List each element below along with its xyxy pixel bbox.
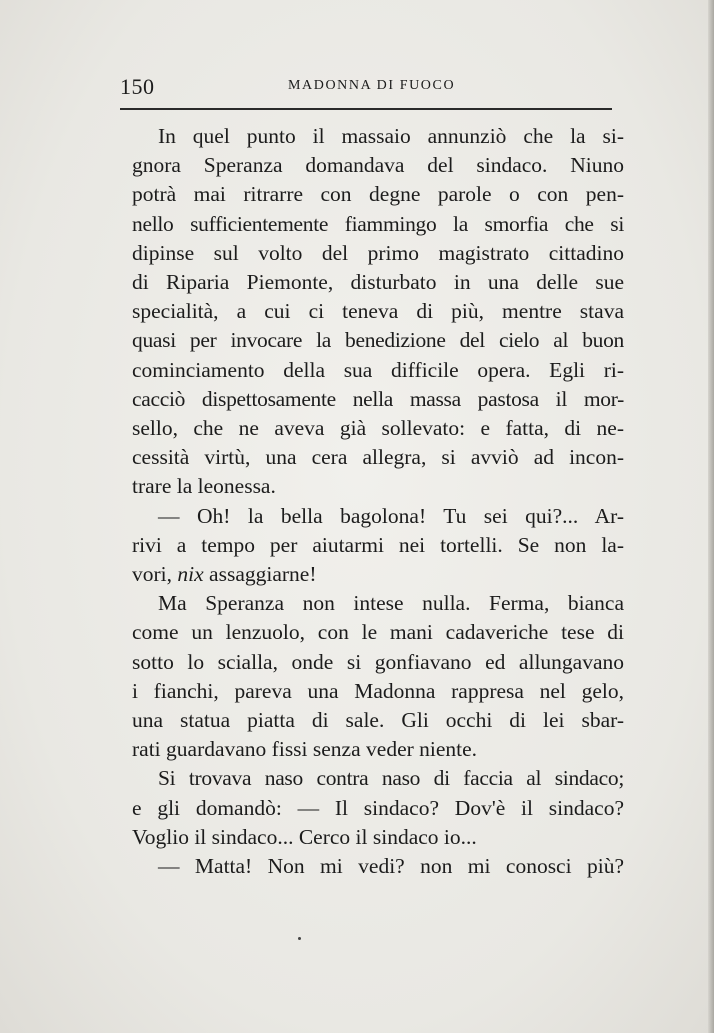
text-line: cessità virtù, una cera allegra, si avviò ad incon-	[132, 445, 624, 470]
text-line: sotto lo scialla, onde si gonfiavano ed allungavano	[132, 649, 624, 674]
text-line: Ma Speranza non intese nulla. Ferma, bianca	[158, 591, 624, 616]
text-line: nello sufficientemente fiammingo la smorfia che si	[132, 211, 624, 236]
body-text	[132, 122, 624, 881]
text-line: rati guardavano fissi senza veder niente.	[132, 737, 478, 762]
text-line: trare la leonessa.	[132, 474, 276, 499]
text-line: di Riparia Piemonte, disturbato in una delle sue	[132, 270, 624, 295]
text-line: — Oh! la bella bagolona! Tu sei qui?... Ar-	[158, 503, 624, 528]
text-line: rivi a tempo per aiutarmi nei tortelli. Se non la-	[132, 532, 624, 557]
text-line-with-italic	[132, 560, 624, 589]
text-line: e gli domandò: — Il sindaco? Dov'è il sindaco?	[132, 795, 624, 820]
text-line: cacciò dispettosamente nella massa pastosa il mor-	[132, 386, 624, 411]
text-line: sello, che ne aveva già sollevato: e fatta, di ne-	[132, 416, 624, 441]
text-line: dipinse sul volto del primo magistrato cittadino	[132, 240, 624, 265]
text-line: Voglio il sindaco... Cerco il sindaco io...	[132, 824, 477, 849]
text-line: potrà mai ritrarre con degne parole o con pen-	[132, 182, 624, 207]
text-line: come un lenzuolo, con le mani cadaveriche tese di	[132, 620, 624, 645]
text-fragment: assaggiarne!	[203, 562, 317, 587]
text-line: una statua piatta di sale. Gli occhi di lei sbar-	[132, 708, 624, 733]
text-line: cominciamento della sua difficile opera. Egli ri-	[132, 357, 624, 382]
page-edge-shadow	[708, 0, 714, 1033]
text-line: i fianchi, pareva una Madonna rappresa nel gelo,	[132, 678, 624, 703]
text-line: gnora Speranza domandava del sindaco. Niuno	[132, 153, 624, 178]
italic-word: nix	[177, 562, 204, 587]
ink-speck	[298, 937, 301, 940]
page-number: 150	[120, 74, 155, 99]
text-fragment: vori,	[132, 562, 178, 587]
text-line: Si trovava naso contra naso di faccia al sindaco;	[158, 766, 624, 791]
text-line: specialità, a cui ci teneva di più, mentre stava	[132, 299, 624, 324]
text-line: In quel punto il massaio annunziò che la si-	[158, 124, 624, 148]
page-header	[120, 74, 612, 102]
running-title: MADONNA DI FUOCO	[288, 78, 456, 93]
header-rule	[120, 108, 612, 110]
text-line: — Matta! Non mi vedi? non mi conosci più?	[158, 854, 624, 879]
text-line: quasi per invocare la benedizione del cielo al buon	[132, 328, 624, 353]
